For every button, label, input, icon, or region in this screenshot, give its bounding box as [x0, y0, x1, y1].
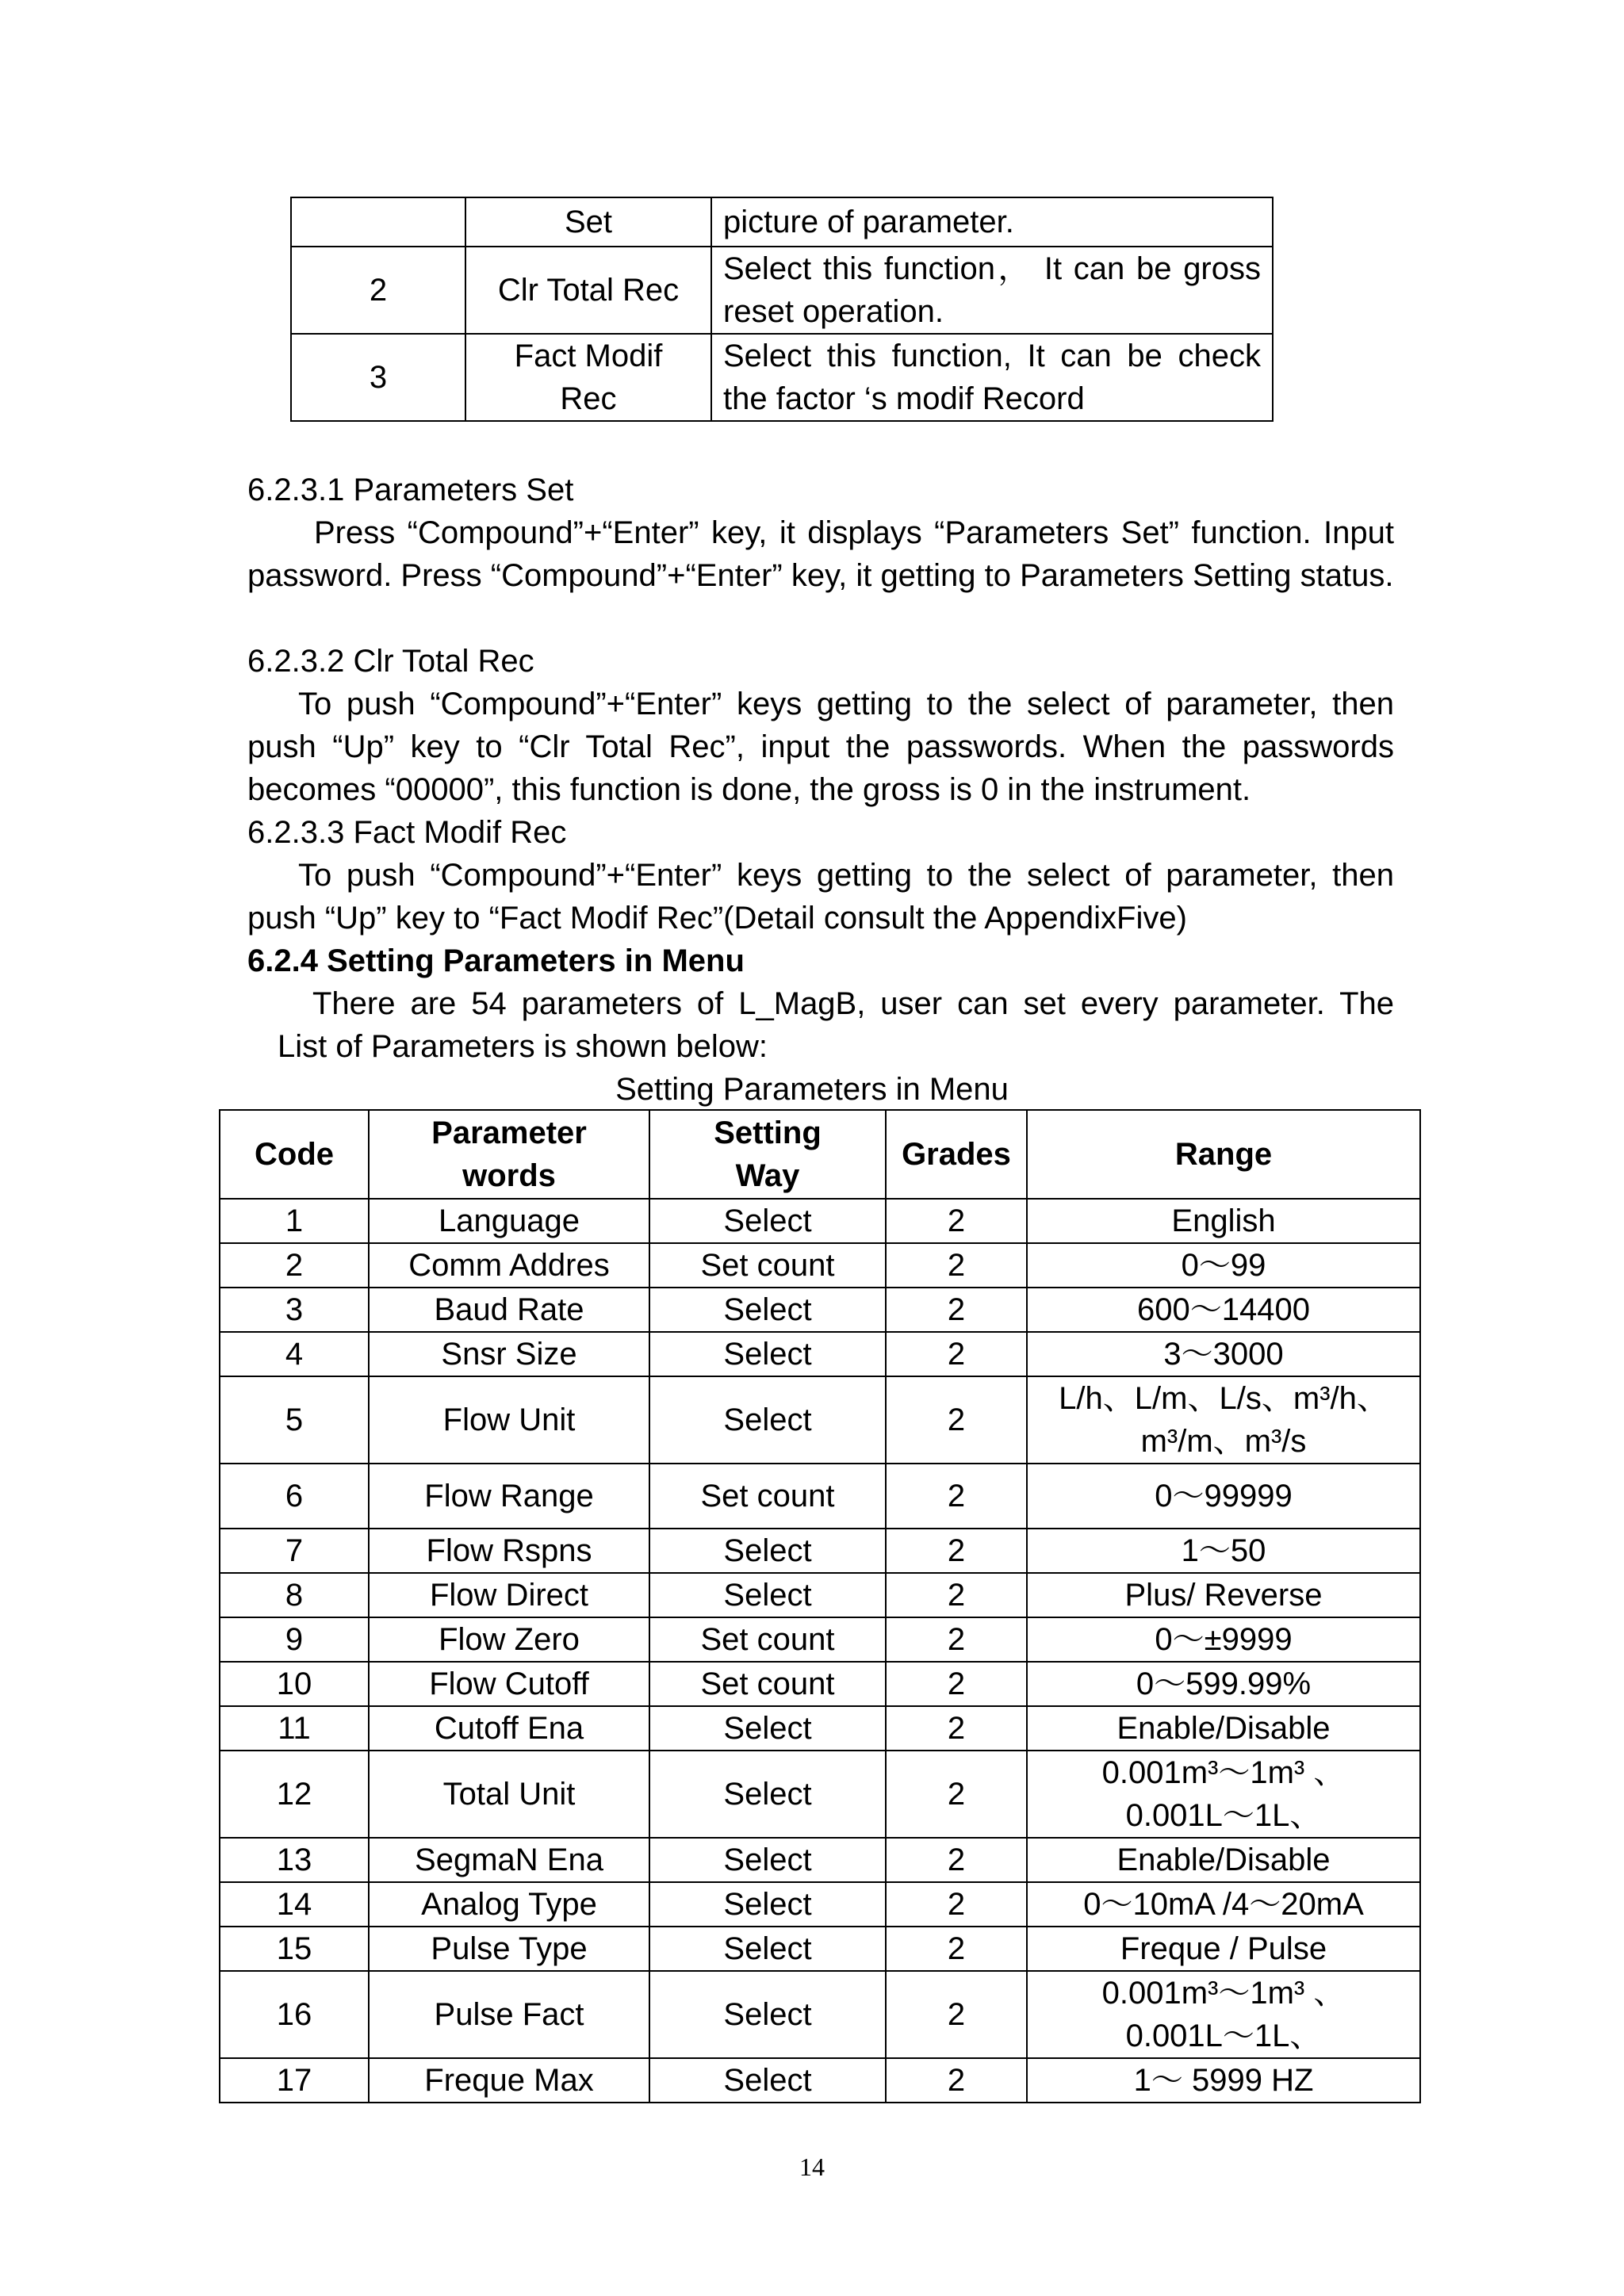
cell-code: 15	[220, 1927, 369, 1971]
table-row	[291, 334, 1273, 421]
cell-words: SegmaN Ena	[369, 1838, 649, 1882]
function-table	[290, 197, 1274, 422]
cell-way: Select	[649, 1706, 886, 1751]
cell-way: Select	[649, 1751, 886, 1838]
cell-range	[1027, 1288, 1420, 1332]
cell-way: Select	[649, 1288, 886, 1332]
cell-code: 6	[220, 1464, 369, 1529]
cell-grades: 2	[886, 1706, 1027, 1751]
cell-way: Select	[649, 1838, 886, 1882]
section-heading-6-2-3-2: 6.2.3.2 Clr Total Rec	[247, 644, 534, 679]
cell-grades: 2	[886, 1838, 1027, 1882]
cell-range	[1027, 1882, 1420, 1927]
cell-grades: 2	[886, 2058, 1027, 2103]
cell-words: Baud Rate	[369, 1288, 649, 1332]
section-heading-6-2-4: 6.2.4 Setting Parameters in Menu	[247, 943, 745, 978]
range-line: 0.001L～1L、	[1125, 1798, 1322, 1833]
range-line: 0～599.99%	[1136, 1667, 1312, 1701]
cell-words: Snsr Size	[369, 1332, 649, 1376]
table-row	[291, 197, 1273, 247]
table-row	[220, 1617, 1420, 1662]
cell-range	[1027, 1529, 1420, 1573]
cell-range	[1027, 1971, 1420, 2058]
cell-way: Set count	[649, 1662, 886, 1706]
cell-range	[1027, 1706, 1420, 1751]
cell-way: Set count	[649, 1464, 886, 1529]
range-line: 0.001L～1L、	[1125, 2019, 1322, 2053]
table-row	[220, 1529, 1420, 1573]
table-row	[220, 1199, 1420, 1243]
table-row	[220, 1706, 1420, 1751]
cell-grades: 2	[886, 1573, 1027, 1617]
cell-grades: 2	[886, 1243, 1027, 1288]
range-line: Enable/Disable	[1116, 1711, 1331, 1746]
function-name: Clr Total Rec	[465, 247, 711, 334]
cell-range	[1027, 1464, 1420, 1529]
desc-line: reset operation.	[723, 294, 944, 329]
cell-words: Flow Zero	[369, 1617, 649, 1662]
range-line: m³/m、m³/s	[1140, 1424, 1307, 1459]
name-line: Rec	[560, 381, 617, 416]
desc-line: the factor ‘s modif Record	[723, 381, 1085, 416]
function-no: 2	[291, 247, 465, 334]
cell-range	[1027, 1662, 1420, 1706]
cell-range	[1027, 1838, 1420, 1882]
header-line: Way	[735, 1158, 800, 1193]
range-line: 600～14400	[1137, 1292, 1310, 1327]
cell-code: 12	[220, 1751, 369, 1838]
range-line: 1～50	[1181, 1533, 1266, 1568]
cell-code: 5	[220, 1376, 369, 1464]
cell-words: Flow Rspns	[369, 1529, 649, 1573]
table-row	[220, 1573, 1420, 1617]
cell-grades: 2	[886, 1927, 1027, 1971]
cell-way: Select	[649, 1573, 886, 1617]
cell-code: 14	[220, 1882, 369, 1927]
cell-grades: 2	[886, 1751, 1027, 1838]
cell-code: 9	[220, 1617, 369, 1662]
cell-code: 13	[220, 1838, 369, 1882]
table-row	[220, 1288, 1420, 1332]
table-row	[220, 1751, 1420, 1838]
section-body-6-2-3-1: Press “Compound”+“Enter” key, it displays “Parameters Set” function. Input password. Press “Compound”+“Enter” key, it getting to Parameters Setting status.	[247, 515, 1394, 593]
cell-words: Language	[369, 1199, 649, 1243]
function-desc: picture of parameter.	[711, 197, 1273, 247]
range-line: 0.001m³～1m³ 、	[1101, 1976, 1346, 2011]
table-row	[220, 2058, 1420, 2103]
cell-way: Select	[649, 1927, 886, 1971]
cell-grades: 2	[886, 1617, 1027, 1662]
section-heading-6-2-3-1: 6.2.3.1 Parameters Set	[247, 473, 574, 507]
range-line: 0～±9999	[1155, 1622, 1293, 1657]
range-line: 0～99999	[1155, 1479, 1293, 1513]
table-row	[220, 1332, 1420, 1376]
section-body-6-2-4-line2: List of Parameters is shown below:	[278, 1029, 768, 1064]
cell-way: Select	[649, 1882, 886, 1927]
function-desc	[711, 247, 1273, 334]
cell-grades: 2	[886, 1882, 1027, 1927]
table-row	[220, 1376, 1420, 1464]
cell-range	[1027, 1751, 1420, 1838]
cell-words: Cutoff Ena	[369, 1706, 649, 1751]
table-row	[220, 1464, 1420, 1529]
cell-words: Pulse Fact	[369, 1971, 649, 2058]
section-body-6-2-3-3: To push “Compound”+“Enter” keys getting to the select of parameter, then push “Up” key to “Fact Modif Rec”(Detail consult the AppendixFive)	[247, 858, 1394, 936]
cell-code: 16	[220, 1971, 369, 2058]
cell-grades: 2	[886, 1529, 1027, 1573]
parameter-table	[219, 1109, 1421, 2103]
range-line: 0～10mA /4～20mA	[1083, 1887, 1364, 1922]
cell-way: Select	[649, 1332, 886, 1376]
cell-code: 8	[220, 1573, 369, 1617]
name-line: Fact Modif	[514, 339, 663, 373]
range-line: Freque / Pulse	[1120, 1931, 1327, 1966]
table-row	[220, 1838, 1420, 1882]
table-row	[220, 1662, 1420, 1706]
cell-way: Select	[649, 1971, 886, 2058]
range-line: English	[1171, 1203, 1276, 1238]
cell-way: Select	[649, 2058, 886, 2103]
cell-code: 7	[220, 1529, 369, 1573]
header-line: Parameter	[431, 1115, 587, 1150]
cell-words: Flow Range	[369, 1464, 649, 1529]
header-code: Code	[220, 1110, 369, 1199]
cell-words: Flow Unit	[369, 1376, 649, 1464]
page-number: 14	[799, 2152, 825, 2181]
parameter-table-body	[220, 1199, 1420, 2103]
cell-range	[1027, 1332, 1420, 1376]
range-line: Enable/Disable	[1116, 1843, 1331, 1877]
cell-range	[1027, 1376, 1420, 1464]
cell-way: Select	[649, 1199, 886, 1243]
cell-words: Pulse Type	[369, 1927, 649, 1971]
cell-range	[1027, 1617, 1420, 1662]
section-body-6-2-3-2: To push “Compound”+“Enter” keys getting to the select of parameter, then push “Up” key to “Clr Total Rec”, input the passwords. When the passwords becomes “00000”, this function is done, the gross is 0 in the instrument.	[247, 687, 1394, 807]
cell-grades: 2	[886, 1662, 1027, 1706]
header-row	[220, 1110, 1420, 1199]
range-line: 0～99	[1181, 1248, 1266, 1283]
range-line: Plus/ Reverse	[1124, 1578, 1323, 1613]
range-line: 3～3000	[1163, 1337, 1284, 1372]
section-body-6-2-4-line1: There are 54 parameters of L_MagB, user can set every parameter. The	[312, 986, 1394, 1021]
desc-line: Select this function， It can be gross	[723, 251, 1261, 286]
table-row	[220, 1882, 1420, 1927]
cell-code: 1	[220, 1199, 369, 1243]
cell-range	[1027, 1927, 1420, 1971]
cell-range	[1027, 2058, 1420, 2103]
cell-grades: 2	[886, 1199, 1027, 1243]
header-grades: Grades	[886, 1110, 1027, 1199]
cell-words: Analog Type	[369, 1882, 649, 1927]
function-name: Set	[465, 197, 711, 247]
cell-words: Flow Cutoff	[369, 1662, 649, 1706]
header-line: Setting	[714, 1115, 822, 1150]
table-row	[220, 1971, 1420, 2058]
cell-grades: 2	[886, 1332, 1027, 1376]
cell-way: Set count	[649, 1243, 886, 1288]
cell-code: 2	[220, 1243, 369, 1288]
cell-code: 4	[220, 1332, 369, 1376]
cell-range	[1027, 1243, 1420, 1288]
cell-range	[1027, 1199, 1420, 1243]
range-line: L/h、L/m、L/s、m³/h、	[1059, 1381, 1388, 1416]
table-caption: Setting Parameters in Menu	[615, 1072, 1009, 1107]
cell-range	[1027, 1573, 1420, 1617]
cell-words: Total Unit	[369, 1751, 649, 1838]
cell-grades: 2	[886, 1288, 1027, 1332]
cell-way: Set count	[649, 1617, 886, 1662]
range-line: 0.001m³～1m³ 、	[1101, 1755, 1346, 1790]
cell-words: Freque Max	[369, 2058, 649, 2103]
function-no: 3	[291, 334, 465, 421]
cell-grades: 2	[886, 1376, 1027, 1464]
table-row	[291, 247, 1273, 334]
header-parameter-words	[369, 1110, 649, 1199]
cell-grades: 2	[886, 1464, 1027, 1529]
header-setting-way	[649, 1110, 886, 1199]
table-row	[220, 1243, 1420, 1288]
cell-code: 17	[220, 2058, 369, 2103]
cell-grades: 2	[886, 1971, 1027, 2058]
header-line: words	[462, 1158, 556, 1193]
cell-way: Select	[649, 1376, 886, 1464]
function-name	[465, 334, 711, 421]
range-line: 1～ 5999 HZ	[1133, 2063, 1314, 2098]
cell-code: 11	[220, 1706, 369, 1751]
table-row	[220, 1927, 1420, 1971]
cell-words: Comm Addres	[369, 1243, 649, 1288]
cell-code: 3	[220, 1288, 369, 1332]
cell-way: Select	[649, 1529, 886, 1573]
section-heading-6-2-3-3: 6.2.3.3 Fact Modif Rec	[247, 815, 567, 850]
desc-line: Select this function, It can be check	[723, 339, 1261, 373]
function-desc	[711, 334, 1273, 421]
cell-words: Flow Direct	[369, 1573, 649, 1617]
cell-code: 10	[220, 1662, 369, 1706]
function-no	[291, 197, 465, 247]
header-range: Range	[1027, 1110, 1420, 1199]
